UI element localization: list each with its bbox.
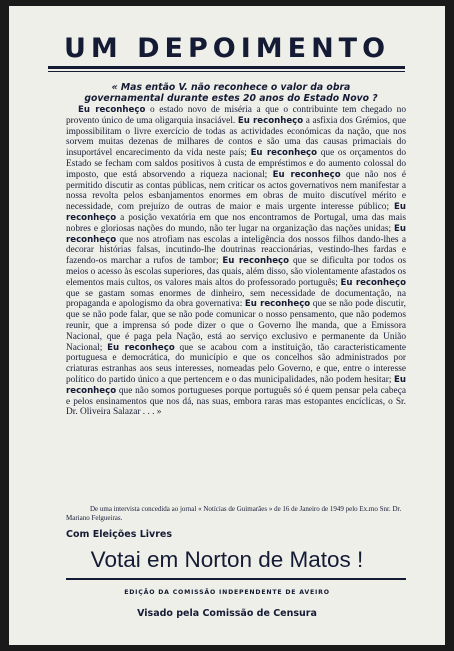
source-footnote: De uma intervista concedida ao jornal « Notícias de Guimarães » de 16 de Janeiro de 1949 pelo Ex.mo Snr. Dr. Mariano Felgueiras. [66, 505, 402, 522]
censorship-line: Visado pela Comissão de Censura [137, 608, 317, 619]
body-sentence: que não nos é permitido discutir as contas públicas, nem criticar os actos governativos nem manifestar a nossa revolta pelos esbanjamentos enormes em obras de muito discutível mérito e necessidade, com prejuízo de outras de maior e mais urgente interesse público; [66, 169, 407, 213]
page-title: UM DEPOIMENTO [63, 33, 391, 64]
emphasis-phrase: Eu reconheço [66, 202, 406, 223]
emphasis-phrase: Eu reconheço [250, 148, 318, 159]
emphasis-phrase: Eu reconheço [66, 223, 406, 245]
emphasis-phrase: Eu reconheço [78, 105, 146, 115]
body-sentence: a asfixia dos Grémios, que impossibilitam o livre exercício de todas as actividades económicas da nação, que nos sorvem muitas dezenas de milhares de contos e são uma das causas primaciais do insuportável encarecimento da vida neste país; [66, 115, 407, 159]
title-rule-thick [48, 66, 405, 69]
body-sentence: o estado novo de miséria a que o contribuinte tem chegado no provento único de uma oligarquia insaciável. [66, 105, 407, 126]
body-sentence: que se gastam somas enormes de dinheiro, sem necessidade de documentação, na propaganda e apologismo da obra governativa: [66, 288, 406, 310]
title-rule-thin [48, 71, 405, 72]
body-sentence: que se dificulta por todos os meios o acesso às escolas superiores, das quais, além disso, são violentamente afastados os elementos mais cultos, os valores mais altos do professorado português; [66, 256, 407, 288]
leaflet-page [9, 6, 445, 645]
interview-question: « Mas então V. não reconhece o valor da obra governamental durante estes 20 anos do Estado Novo ? [84, 82, 378, 104]
vote-slogan: Votai em Norton de Matos ! [90, 547, 364, 572]
emphasis-phrase: Eu reconheço [107, 342, 175, 353]
emphasis-phrase: Eu reconheço [340, 277, 406, 288]
testimony-body [66, 105, 406, 418]
body-sentence: que os orçamentos do Estado se fecham com saldos positivos à custa de empréstimos e do aumento colossal do imposto, que está absorvendo a riqueza nacional; [66, 148, 407, 180]
publisher-line: EDIÇÃO DA COMISSÃO INDEPENDENTE DE AVEIRO [124, 589, 330, 596]
emphasis-phrase: Eu reconheço [66, 374, 406, 396]
emphasis-phrase: Eu reconheço [244, 299, 311, 310]
body-sentence: que se acabou com a instituição, tão caracteristicamente portuguesa e democrática, do município e que os concelhos são administrados por criaturas estranhas aos seus interesses, nomeadas pelo Governo, e que, entre o interesse político do partido único a que pertencem e o das municipalidades, não podem hesitar; [66, 342, 406, 385]
slogan-rule [66, 578, 406, 580]
body-sentence: que não somos portugueses porque português só é quem pensar pela cabeça e pelos ensinamentos que nos dá, nas suas, embora raras mas estopantes encíclicas, o Sr. Dr. Oliveira Salazar . . . » [66, 385, 406, 418]
emphasis-phrase: Eu reconheço [222, 256, 290, 267]
emphasis-phrase: Eu reconheço [237, 115, 304, 126]
emphasis-phrase: Eu reconheço [272, 169, 341, 180]
body-sentence: que se não pode discutir, que se não pode falar, que se não pode comunicar o nosso pensamento, que não podemos reunir, que a imprensa só pode dizer o que o Governo lhe manda, que a Emissora Nacional, que é paga pela Nação, está ao serviço exclusivo e permanente da União Nacional; [66, 299, 406, 353]
free-elections-line: Com Eleições Livres [66, 529, 172, 540]
body-sentence: a posição vexatória em que nos encontramos de Portugal, uma das mais nobres e gloriosas nações do mundo, não ter lugar na organização das nações unidas; [66, 212, 406, 234]
body-sentence: que nos atrofiam nas escolas a inteligência dos nossos filhos dando-lhes a decorar histórias falsas, incutindo-lhe doutrinas reaccionárias, vestindo-lhes fardas e fazendo-os marchar a rufos de tambor; [66, 234, 406, 267]
